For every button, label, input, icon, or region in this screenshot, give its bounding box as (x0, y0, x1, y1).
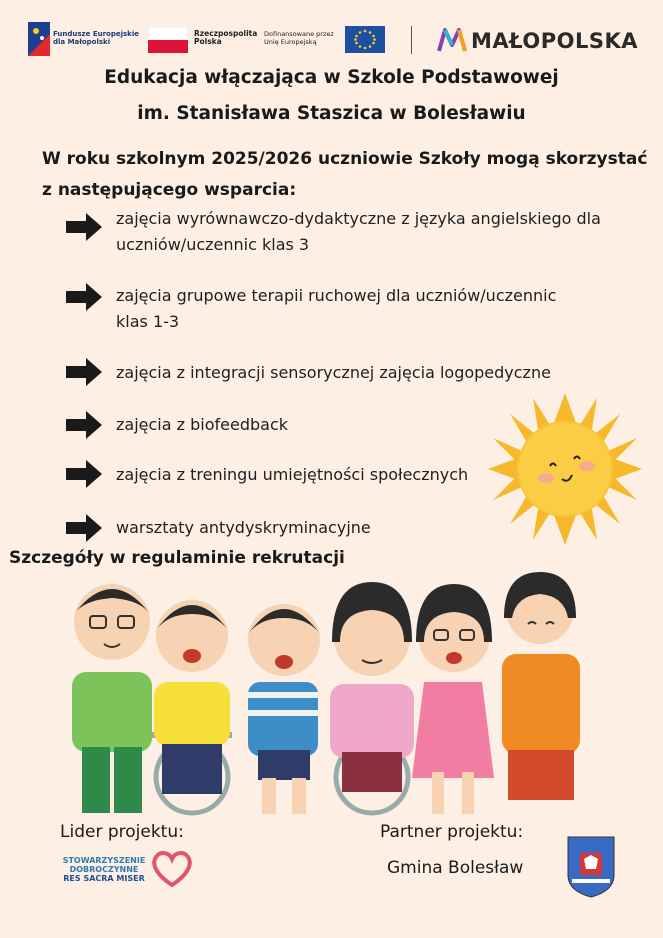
ue-line2: Unię Europejską (264, 38, 317, 46)
arrow-right-icon (66, 514, 102, 542)
child-figure-icon (72, 584, 152, 813)
arrow-right-icon (66, 283, 102, 311)
ue-text (264, 30, 334, 46)
support-item-line2: uczniów/uczennic klas 3 (116, 235, 310, 254)
support-item-line1: zajęcia z biofeedback (116, 415, 288, 434)
title-line2: im. Stanisława Staszica w Bolesławiu (137, 103, 526, 124)
logo-bar (0, 0, 663, 66)
arrow-right-icon (66, 460, 102, 488)
polish-flag-icon (148, 27, 188, 53)
partner-name: Gmina Bolesław (387, 858, 524, 878)
child-figure-icon (330, 582, 414, 813)
malopolska-text: MAŁOPOLSKA (471, 29, 639, 53)
lider-name-line3: RES SACRA MISER (63, 874, 145, 883)
lider-label: Lider projektu: (60, 822, 184, 842)
support-item-line1: zajęcia grupowe terapii ruchowej dla uczniów/uczennic (116, 286, 557, 305)
support-item-line2: klas 1-3 (116, 312, 180, 331)
heart-logo-icon (150, 849, 194, 889)
arrow-right-icon (66, 213, 102, 241)
ue-line1: Dofinansowane przez (264, 30, 334, 38)
fundusze-line1: Fundusze Europejskie (53, 30, 139, 38)
lider-name-line2: DOBROCZYNNE (69, 865, 139, 874)
adult-figure-icon (502, 572, 580, 800)
logo-divider (411, 26, 412, 54)
children-illustration-icon (62, 572, 602, 818)
coat-of-arms-icon (566, 835, 616, 899)
stowarzyszenie-logo-text (62, 856, 146, 883)
support-item-line1: zajęcia z integracji sensorycznej zajęcia logopedyczne (116, 363, 551, 382)
rzeczpospolita-line2: Polska (194, 37, 222, 46)
child-figure-icon (248, 604, 320, 814)
rzeczpospolita-line1: Rzeczpospolita (194, 29, 258, 38)
malopolska-logo-icon (437, 27, 467, 53)
child-figure-icon (152, 600, 232, 813)
support-item-line1: warsztaty antydyskryminacyjne (116, 518, 371, 537)
lider-name-line1: STOWARZYSZENIE (62, 856, 146, 865)
arrow-right-icon (66, 411, 102, 439)
arrow-right-icon (66, 358, 102, 386)
intro-line1: W roku szkolnym 2025/2026 uczniowie Szkoły mogą skorzystać (42, 149, 648, 169)
fundusze-line2: dla Małopolski (53, 38, 111, 46)
details-text: Szczegóły w regulaminie rekrutacji (9, 548, 345, 568)
support-item-line1: zajęcia z treningu umiejętności społecznych (116, 465, 469, 484)
sun-illustration-icon (488, 393, 642, 545)
partner-label: Partner projektu: (380, 822, 524, 842)
intro-line2: z następującego wsparcia: (42, 180, 297, 200)
support-item-line1: zajęcia wyrównawczo-dydaktyczne z języka angielskiego dla (116, 209, 601, 228)
eu-flag-icon (345, 26, 385, 53)
title-line1: Edukacja włączająca w Szkole Podstawowej (104, 67, 559, 88)
rzeczpospolita-text (194, 30, 257, 46)
child-figure-icon (412, 584, 494, 814)
fundusze-text (53, 30, 139, 46)
fundusze-europejskie-logo-icon (28, 22, 50, 56)
